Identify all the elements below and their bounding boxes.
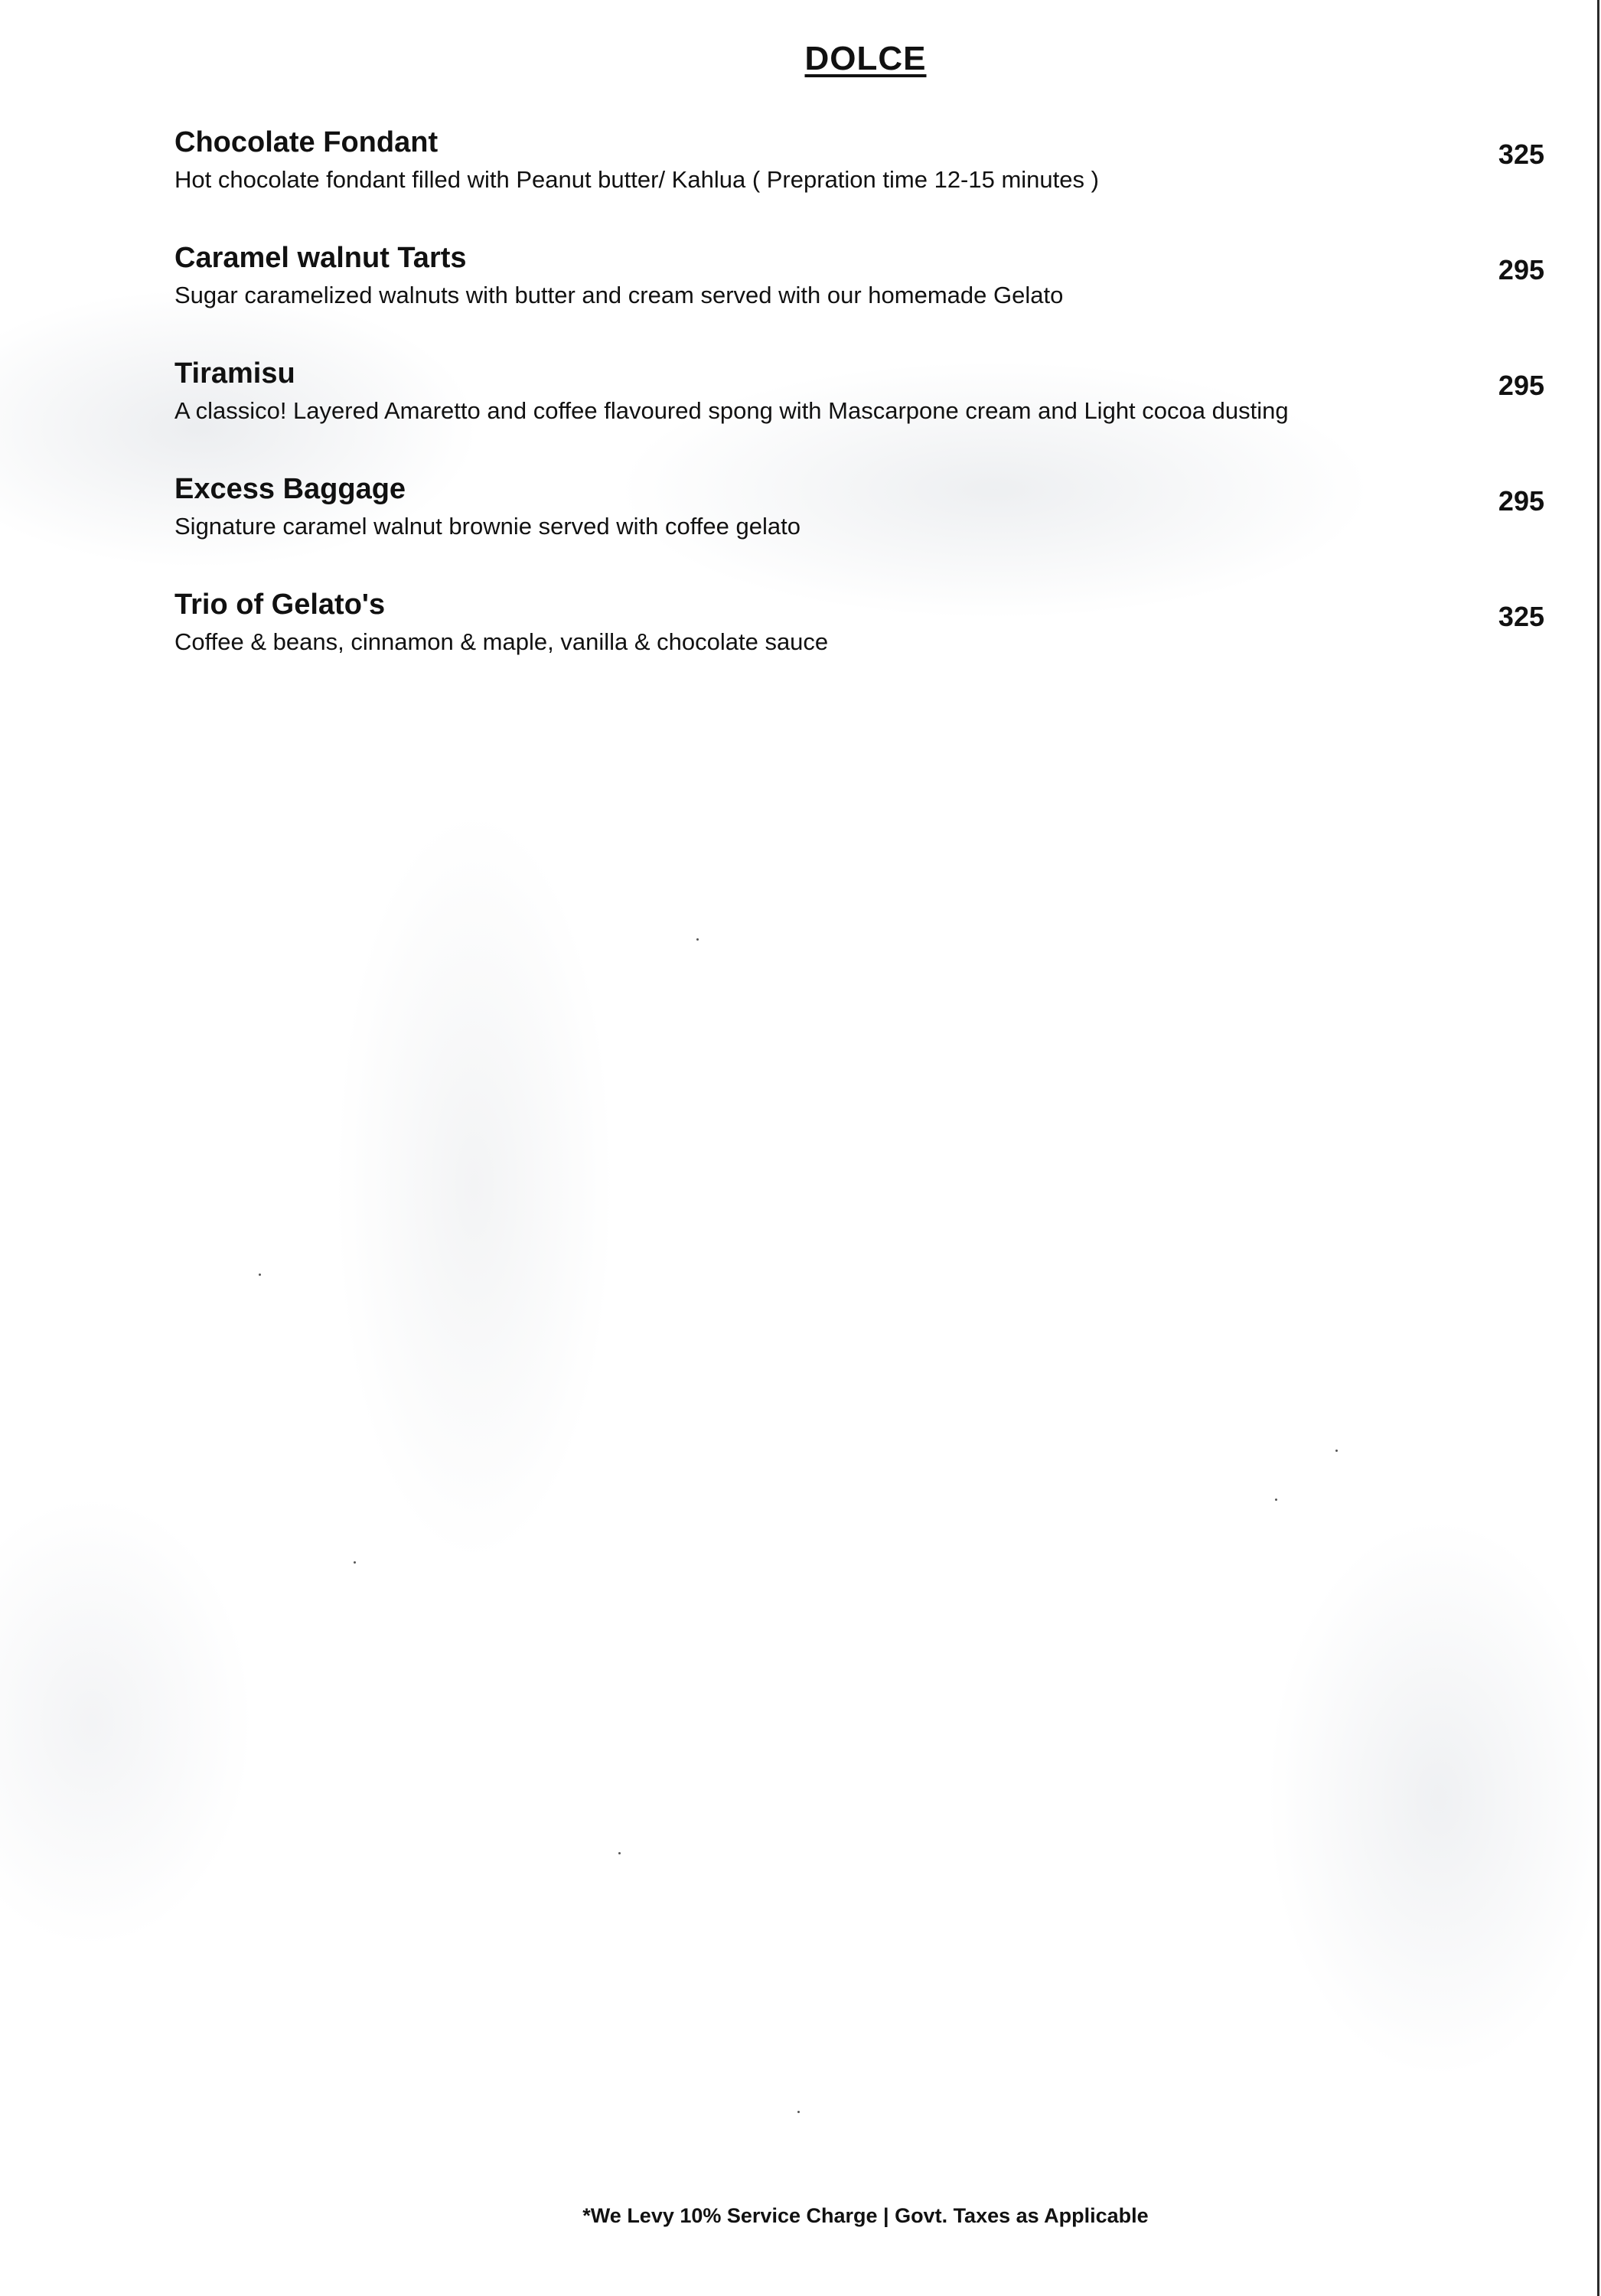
paper-speck: [354, 1561, 356, 1564]
menu-item-name: Caramel walnut Tarts: [174, 242, 467, 274]
menu-item: [174, 124, 1544, 240]
menu-item: [174, 586, 1544, 702]
menu-item-name: Excess Baggage: [174, 473, 406, 505]
paper-speck: [618, 1852, 621, 1854]
menu-item: [174, 355, 1544, 471]
menu-list: [174, 124, 1544, 702]
menu-item-name: Trio of Gelato's: [174, 589, 386, 621]
menu-item-name: Tiramisu: [174, 357, 295, 390]
paper-speck: [259, 1274, 261, 1276]
menu-item-description: A classico! Layered Amaretto and coffee flavoured spong with Mascarpone cream and Light cocoa dusting: [174, 397, 1289, 424]
menu-item-price: 325: [1498, 139, 1544, 170]
paper-speck: [797, 2111, 800, 2113]
service-charge-note: *We Levy 10% Service Charge | Govt. Taxes as Applicable: [582, 2204, 1149, 2227]
menu-item-price: 295: [1498, 370, 1544, 401]
paper-speck: [696, 938, 699, 941]
menu-title: DOLCE: [804, 40, 927, 77]
menu-item: [174, 240, 1544, 355]
menu-item-price: 295: [1498, 485, 1544, 517]
menu-item-description: Signature caramel walnut brownie served with coffee gelato: [174, 513, 800, 540]
menu-item-description: Sugar caramelized walnuts with butter and cream served with our homemade Gelato: [174, 282, 1064, 308]
menu-item: [174, 471, 1544, 586]
menu-item-name: Chocolate Fondant: [174, 126, 439, 158]
page-edge-line: [1597, 0, 1599, 2296]
menu-item-price: 295: [1498, 254, 1544, 285]
menu-item-price: 325: [1498, 601, 1544, 632]
menu-item-description: Hot chocolate fondant filled with Peanut butter/ Kahlua ( Prepration time 12-15 minutes ): [174, 166, 1099, 193]
menu-item-description: Coffee & beans, cinnamon & maple, vanilla & chocolate sauce: [174, 628, 829, 655]
paper-speck: [1275, 1499, 1277, 1501]
paper-speck: [1335, 1450, 1338, 1452]
